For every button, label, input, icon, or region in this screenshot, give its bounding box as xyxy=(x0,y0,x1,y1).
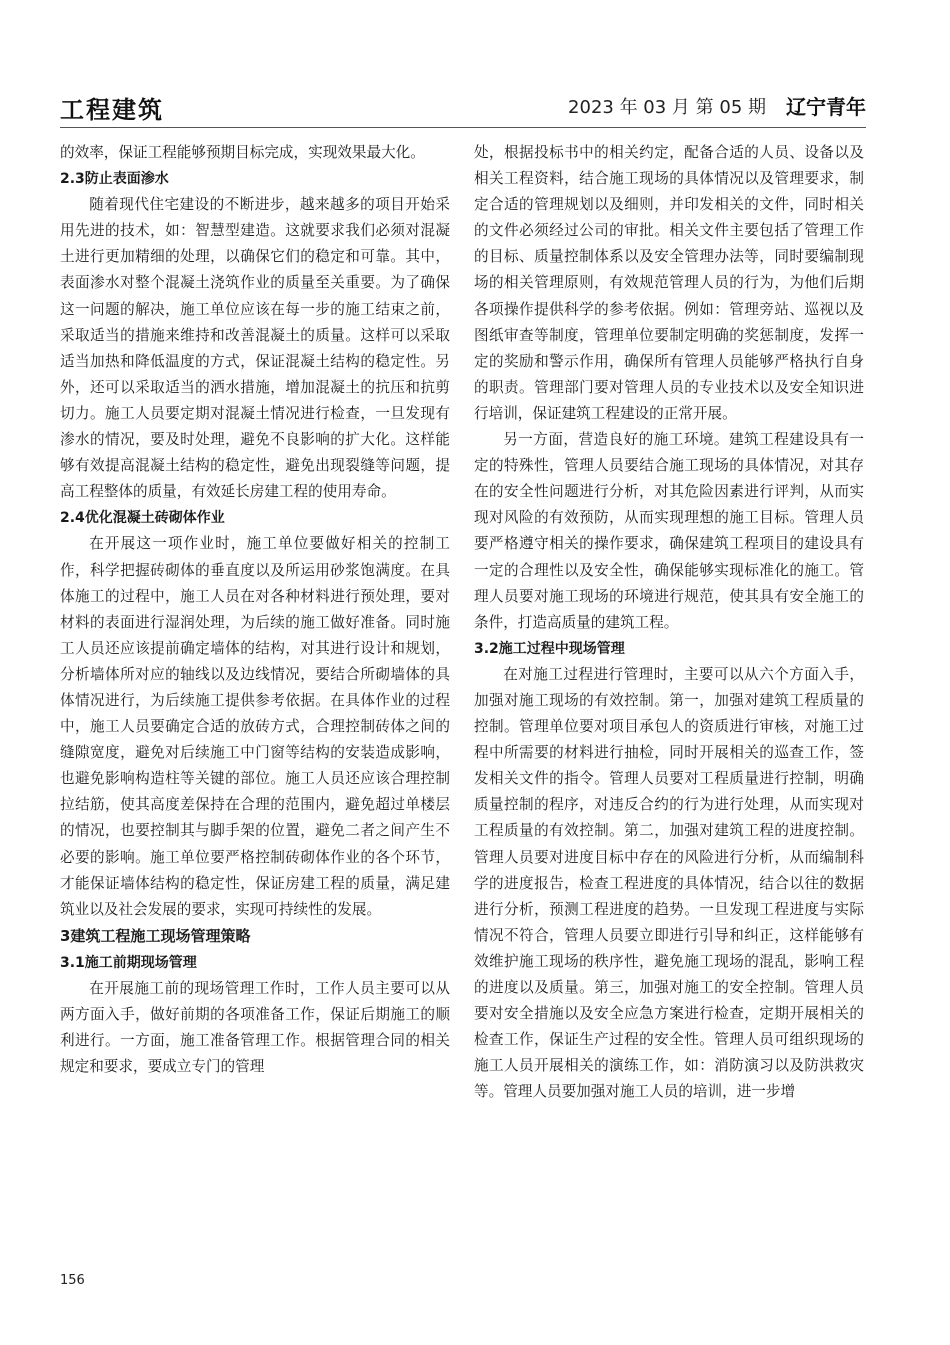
paragraph-environment: 另一方面，营造良好的施工环境。建筑工程建设具有一定的特殊性，管理人员要结合施工现场的具体情况，对其存在的安全性问题进行分析，对其危险因素进行评判，从而实现对风险的有效预防，从而实现理想的施工目标。管理人员要严格遵守相关的操作要求，确保建筑工程项目的建设具有一定的合理性以及安全性，确保能够实现标准化的施工。管理人员要对施工现场的环境进行规范，使其具有安全施工的条件，打造高质量的建筑工程。 xyxy=(474,431,864,631)
page-number: 156 xyxy=(60,1273,85,1288)
paragraph-2-4: 在开展这一项作业时，施工单位要做好相关的控制工作，科学把握砖砌体的垂直度以及所运用砂浆饱满度。在具体施工的过程中，施工人员在对各种材料进行预处理，要对材料的表面进行湿润处理，为后续的施工做好准备。同时施工人员还应该提前确定墙体的结构，对其进行设计和规划，分析墙体所对应的轴线以及边线情况，要结合所砌墙体的具体情况进行，为后续施工提供参考依据。在具体作业的过程中，施工人员要确定合适的放砖方式，合理控制砖体之间的缝隙宽度，避免对后续施工中门窗等结构的安装造成影响，也避免影响构造柱等关键的部位。施工人员还应该合理控制拉结筋，使其高度差保持在合理的范围内，避免超过单楼层的情况，也要控制其与脚手架的位置，避免二者之间产生不必要的影响。施工单位要严格控制砖砌体作业的各个环节，才能保证墙体结构的稳定性，保证房建工程的质量，满足建筑业以及社会发展的要求，实现可持续性的发展。 xyxy=(60,535,450,918)
heading-3-2: 3.2施工过程中现场管理 xyxy=(474,640,625,657)
paragraph-continued: 的效率，保证工程能够预期目标完成，实现效果最大化。 xyxy=(60,144,425,161)
issue-date: 2023 年 03 月 第 05 期 xyxy=(568,97,766,118)
journal-section-title: 工程建筑 xyxy=(60,96,164,124)
paragraph-3-2: 在对施工过程进行管理时，主要可以从六个方面入手，加强对施工现场的有效控制。第一，加强对建筑工程质量的控制。管理单位要对项目承包人的资质进行审核，对施工过程中所需要的材料进行抽检，同时开展相关的巡查工作，签发相关文件的指令。管理人员要对工程质量进行控制，明确质量控制的程序，对违反合约的行为进行处理，从而实现对工程质量的有效控制。第二，加强对建筑工程的进度控制。管理人员要对进度目标中存在的风险进行分析，从而编制科学的进度报告，检查工程进度的具体情况，结合以往的数据进行分析，预测工程进度的趋势。一旦发现工程进度与实际情况不符合，管理人员要立即进行引导和纠正，这样能够有效维护施工现场的秩序性，避免施工现场的混乱，影响工程的进度以及质量。第三，加强对施工的安全控制。管理人员要对安全措施以及安全应急方案进行检查，定期开展相关的检查工作，保证生产过程的安全性。管理人员可组织现场的施工人员开展相关的演练工作，如：消防演习以及防洪救灾等。管理人员要加强对施工人员的培训，进一步增 xyxy=(474,665,864,1101)
heading-2-3: 2.3防止表面渗水 xyxy=(60,171,169,188)
right-column xyxy=(474,140,864,1105)
page-header xyxy=(60,90,866,124)
header-rule xyxy=(60,127,866,128)
paragraph-3-1: 在开展施工前的现场管理工作时，工作人员主要可以从两方面入手，做好前期的各项准备工作，保证后期施工的顺利进行。一方面，施工准备管理工作。根据管理合同的相关规定和要求，要成立专门的管理 xyxy=(60,979,450,1076)
heading-2-4: 2.4优化混凝土砖砌体作业 xyxy=(60,510,225,527)
heading-3-1: 3.1施工前期现场管理 xyxy=(60,954,197,971)
journal-brand: 辽宁青年 xyxy=(786,95,866,119)
left-column xyxy=(60,140,450,1080)
paragraph-2-3: 随着现代住宅建设的不断进步，越来越多的项目开始采用先进的技术，如：智慧型建造。这就要求我们必须对混凝土进行更加精细的处理，以确保它们的稳定和可靠。其中，表面渗水对整个混凝土浇筑作业的质量至关重要。为了确保这一问题的解决，施工单位应该在每一步的施工结束之前，采取适当的措施来维持和改善混凝土的质量。这样可以采取适当加热和降低温度的方式，保证混凝土结构的稳定性。另外，还可以采取适当的洒水措施，增加混凝土的抗压和抗剪切力。施工人员要定期对混凝土情况进行检查，一旦发现有渗水的情况，要及时处理，避免不良影响的扩大化。这样能够有效提高混凝土结构的稳定性，避免出现裂缝等问题，提高工程整体的质量，有效延长房建工程的使用寿命。 xyxy=(60,196,450,501)
paragraph-continued-right: 处，根据投标书中的相关约定，配备合适的人员、设备以及相关工程资料，结合施工现场的具体情况以及管理要求，制定合适的管理规划以及细则，并印发相关的文件，同时相关的文件必须经过公司的审批。相关文件主要包括了管理工作的目标、质量控制体系以及安全管理办法等，同时要编制现场的相关管理原则，有效规范管理人员的行为，为他们后期各项操作提供科学的参考依据。例如：管理旁站、巡视以及图纸审查等制度，管理单位要制定明确的奖惩制度，发挥一定的奖励和警示作用，确保所有管理人员能够严格执行自身的职责。管理部门要对管理人员的专业技术以及安全知识进行培训，保证建筑工程建设的正常开展。 xyxy=(474,144,864,422)
heading-3: 3建筑工程施工现场管理策略 xyxy=(60,926,251,945)
